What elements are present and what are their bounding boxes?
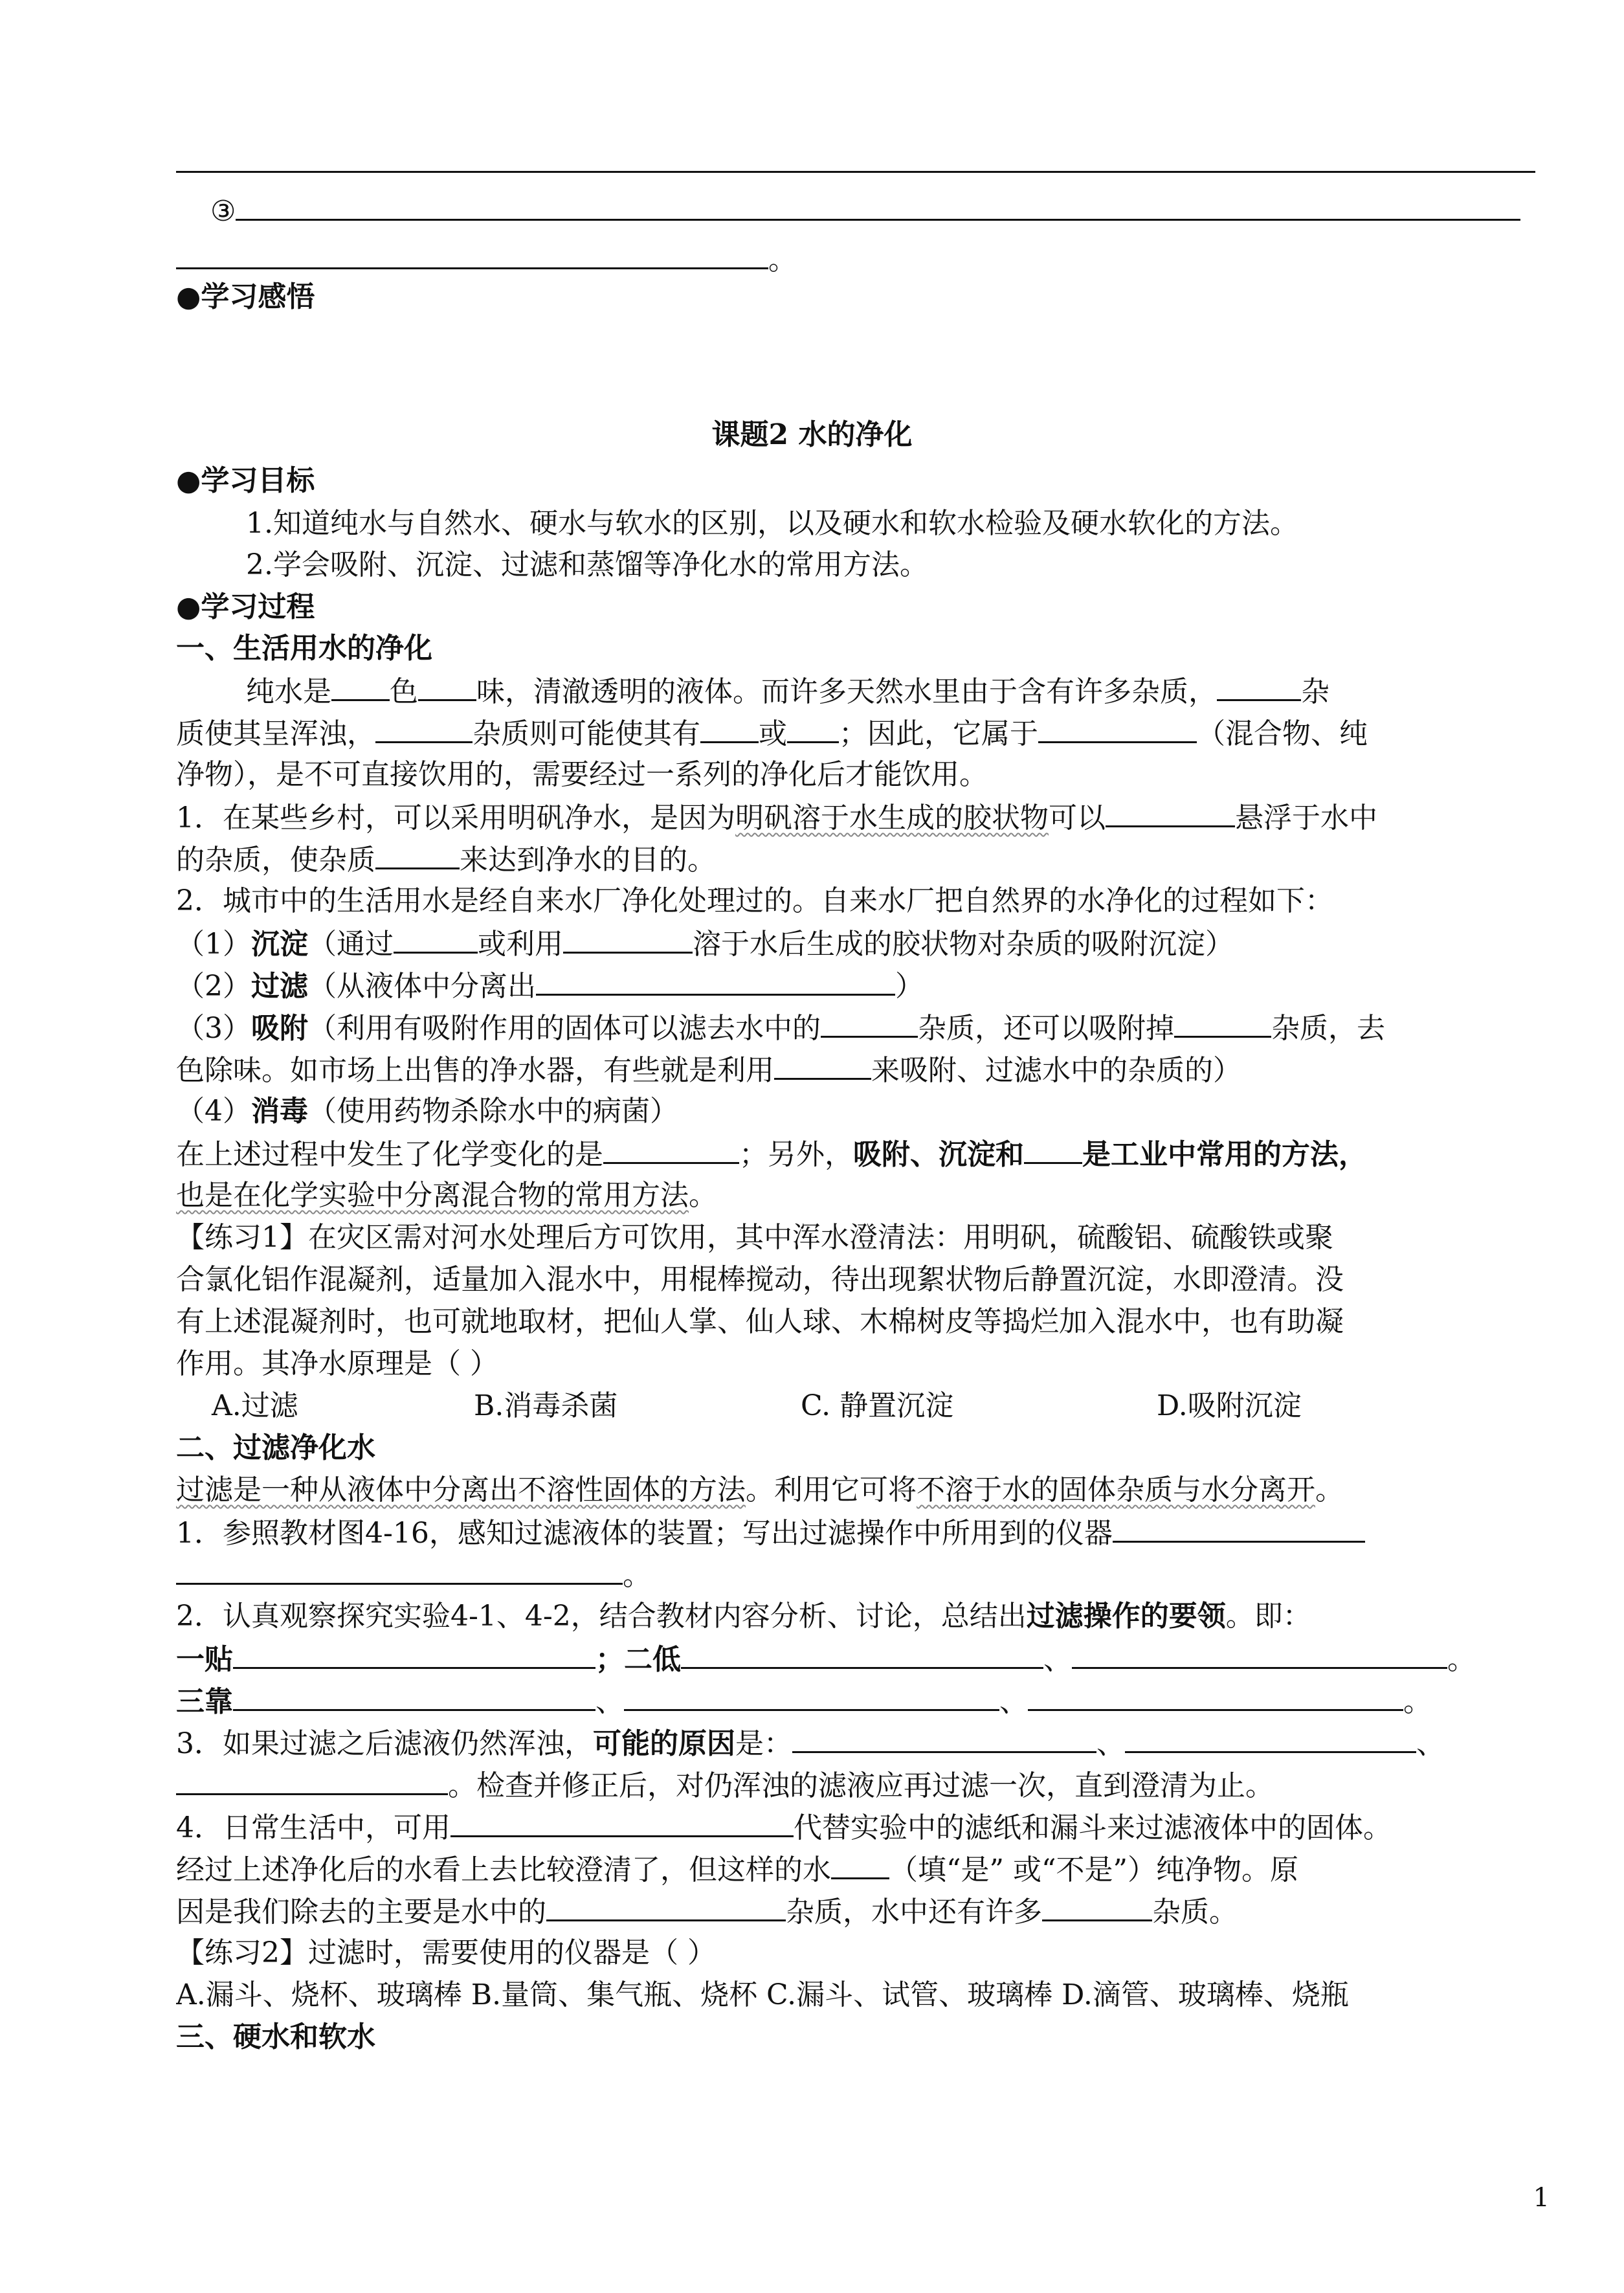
blank[interactable] <box>176 236 768 269</box>
blank[interactable] <box>1113 1510 1365 1543</box>
option-c[interactable]: C. 静置沉淀 <box>801 1389 954 1422</box>
exercise-1: 【练习1】在灾区需对河水处理后方可饮用，其中浑水澄清法：用明矾，硫酸铝、硫酸铁或聚 <box>176 1221 1333 1254</box>
blank[interactable] <box>394 921 478 954</box>
blank[interactable] <box>774 1047 871 1080</box>
blank[interactable] <box>831 1846 889 1879</box>
question-1-cont: 的杂质，使杂质 来达到净水的目的。 <box>176 836 1561 882</box>
question-2-3: 3．如果过滤之后滤液仍然浑浊，可能的原因是： 、 、 <box>176 1720 1561 1765</box>
process-heading: ●学习过程 <box>176 590 315 623</box>
step-adsorption: （3）吸附（利用有吸附作用的固体可以滤去水中的 杂质，还可以吸附掉 杂质，去 <box>176 1005 1561 1050</box>
blank[interactable] <box>563 921 693 954</box>
exercise-1: 有上述混凝剂时，也可就地取材，把仙人掌、仙人球、木棉树皮等捣烂加入混水中，也有助凝 <box>176 1305 1344 1338</box>
question-2-4: 4．日常生活中，可用 代替实验中的滤纸和漏斗来过滤液体中的固体。 <box>176 1804 1561 1850</box>
step-sedimentation: （1）沉淀（通过 或利用 溶于水后生成的胶状物对杂质的吸附沉淀） <box>176 921 1561 966</box>
exercise-1: 合氯化铝作混凝剂，适量加入混水中，用棍棒搅动，待出现絮状物后静置沉淀，水即澄清。没 <box>176 1263 1344 1296</box>
blank[interactable] <box>233 1636 595 1669</box>
section3-heading: 三、硬水和软水 <box>176 2020 375 2053</box>
blank[interactable] <box>546 1888 786 1921</box>
lesson-title: 课题2 水的净化 <box>711 418 913 451</box>
answer-line-3 <box>210 188 1596 233</box>
summary-line-cont: 也是在化学实验中分离混合物的常用方法。 <box>176 1179 717 1212</box>
three-lean: 三靠 、 、 。 <box>176 1678 1561 1723</box>
objectives-heading: ●学习目标 <box>176 464 315 497</box>
blank[interactable] <box>236 188 1520 221</box>
question-2: 2．城市中的生活用水是经自来水厂净化处理过的。自来水厂把自然界的水净化的过程如下： <box>176 884 1333 917</box>
exercise-1: 作用。其净水原理是（ ） <box>176 1347 498 1380</box>
blank[interactable] <box>1028 1678 1403 1711</box>
blank[interactable] <box>821 1005 918 1038</box>
step-filtration: （2）过滤（从液体中分离出 ） <box>176 963 1561 1008</box>
blank[interactable] <box>603 1131 739 1164</box>
blank[interactable] <box>1106 794 1235 827</box>
reflection-heading: ●学习感悟 <box>176 280 315 313</box>
blank[interactable] <box>233 1678 595 1711</box>
question-2-1: 1．参照教材图4-16，感知过滤液体的装置；写出过滤操作中所用到的仪器 <box>176 1510 1561 1555</box>
summary-line: 在上述过程中发生了化学变化的是 ；另外，吸附、沉淀和 是工业中常用的方法， <box>176 1131 1561 1176</box>
blank[interactable] <box>1174 1005 1271 1038</box>
blank[interactable] <box>1072 1636 1447 1669</box>
option-a[interactable]: A.过滤 <box>212 1389 298 1422</box>
blank[interactable] <box>787 710 839 743</box>
blank[interactable] <box>1217 668 1301 701</box>
question-2-2: 2．认真观察探究实验4-1、4-2，结合教材内容分析、讨论，总结出过滤操作的要领。即： <box>176 1600 1311 1633</box>
blank[interactable] <box>681 1636 1043 1669</box>
paragraph-line: 净物），是不可直接饮用的，需要经过一系列的净化后才能饮用。 <box>176 758 988 791</box>
exercise-2-options: A.漏斗、烧杯、玻璃棒 B.量筒、集气瓶、烧杯 C.漏斗、试管、玻璃棒 D.滴管、玻璃棒、烧瓶 <box>176 1978 1349 2011</box>
answer-line-3-cont: 。 <box>176 236 1561 282</box>
blank[interactable] <box>792 1720 1096 1753</box>
blank[interactable] <box>1024 1131 1082 1164</box>
top-rule <box>176 171 1535 173</box>
blank[interactable] <box>1042 1888 1152 1921</box>
exercise-1-options <box>176 1383 1561 1429</box>
option-d[interactable]: D.吸附沉淀 <box>1157 1389 1302 1422</box>
question-1: 1．在某些乡村，可以采用明矾净水，是因为明矾溶于水生成的胶状物可以 悬浮于水中 <box>176 794 1561 840</box>
blank[interactable] <box>176 1552 623 1585</box>
objective-item: 1.知道纯水与自然水、硬水与软水的区别，以及硬水和软水检验及硬水软化的方法。 <box>246 507 1298 540</box>
question-2-4-cont: 经过上述净化后的水看上去比较澄清了，但这样的水 （填“是” 或“不是”）纯净物。原 <box>176 1846 1561 1892</box>
blank[interactable] <box>700 710 759 743</box>
paragraph-line: 纯水是 色 味，清澈透明的液体。而许多天然水里由于含有许多杂质， 杂 <box>246 668 1624 713</box>
blank[interactable] <box>536 963 895 996</box>
page-number: 1 <box>1533 2183 1550 2213</box>
circled-number-3: ③ <box>210 195 236 228</box>
one-stick-two-low: 一贴 ；二低 、 。 <box>176 1636 1561 1681</box>
option-b[interactable]: B.消毒杀菌 <box>474 1389 618 1422</box>
blank[interactable] <box>375 836 460 869</box>
objective-item: 2.学会吸附、沉淀、过滤和蒸馏等净化水的常用方法。 <box>246 548 928 581</box>
step-adsorption-cont: 色除味。如市场上出售的净水器，有些就是利用 来吸附、过滤水中的杂质的） <box>176 1047 1561 1092</box>
step-disinfection: （4）消毒（使用药物杀除水中的病菌） <box>176 1095 678 1128</box>
filtration-definition: 过滤是一种从液体中分离出不溶性固体的方法。利用它可将不溶于水的固体杂质与水分离开。 <box>176 1473 1344 1506</box>
paragraph-line: 质使其呈浑浊， 杂质则可能使其有 或 ；因此，它属于 （混合物、纯 <box>176 710 1561 755</box>
section1-heading: 一、生活用水的净化 <box>176 632 432 665</box>
blank[interactable] <box>375 710 473 743</box>
blank[interactable] <box>176 1762 448 1795</box>
blank[interactable] <box>1125 1720 1416 1753</box>
blank[interactable] <box>1038 710 1197 743</box>
blank[interactable] <box>418 668 476 701</box>
exercise-2: 【练习2】过滤时，需要使用的仪器是（ ） <box>176 1936 716 1969</box>
blank[interactable] <box>624 1678 999 1711</box>
question-2-4-cont: 因是我们除去的主要是水中的 杂质，水中还有许多 杂质。 <box>176 1888 1561 1934</box>
question-2-1-cont: 。 <box>176 1552 1561 1597</box>
question-2-3-cont: 。检查并修正后，对仍浑浊的滤液应再过滤一次，直到澄清为止。 <box>176 1762 1561 1807</box>
section2-heading: 二、过滤净化水 <box>176 1431 375 1464</box>
blank[interactable] <box>450 1804 794 1837</box>
blank[interactable] <box>331 668 390 701</box>
